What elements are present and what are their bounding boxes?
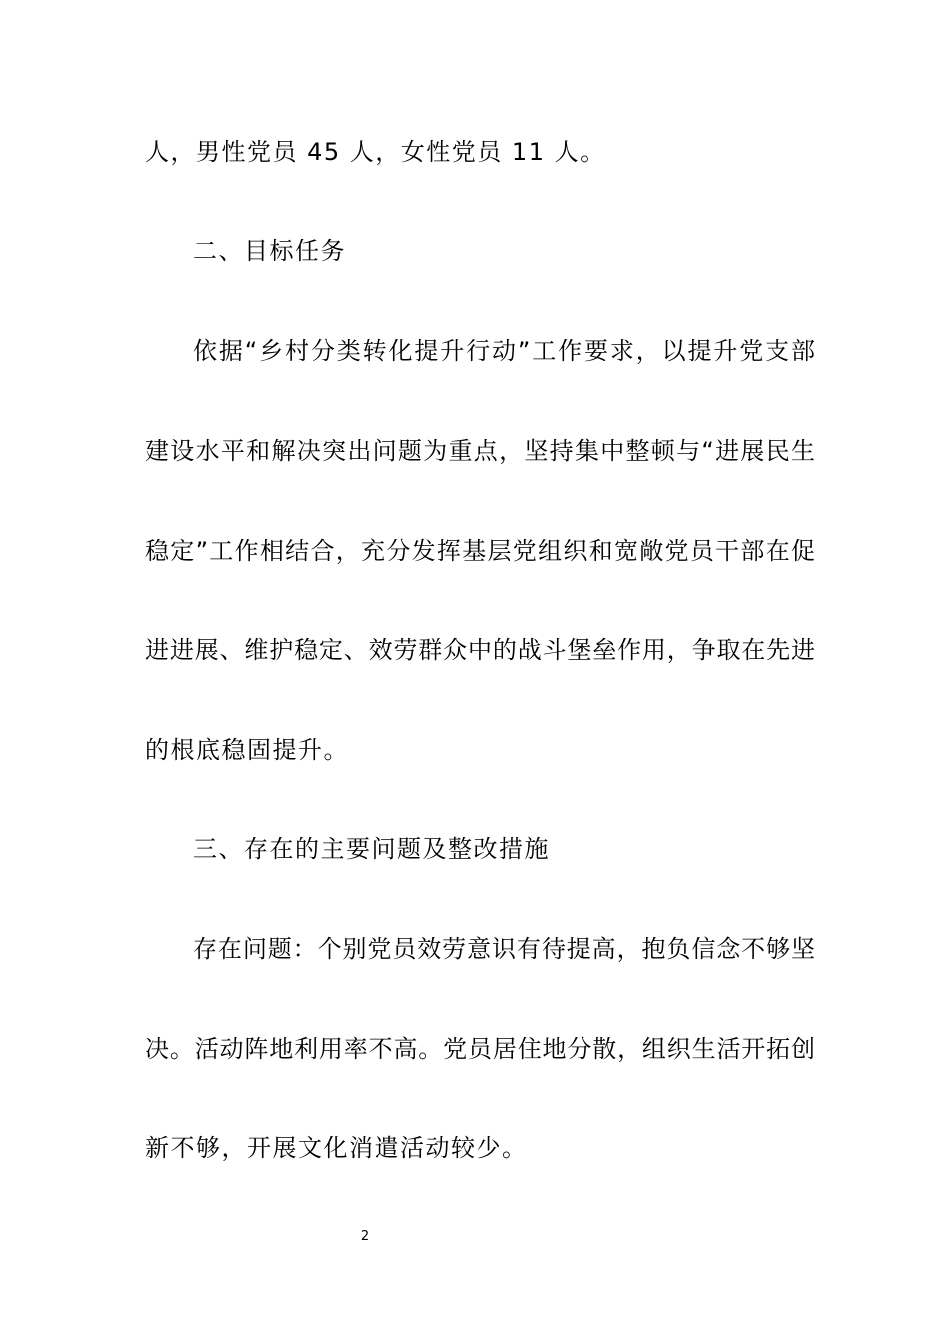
body-text-line: 决。活动阵地利用率不高。党员居住地分散，组织生活开拓创: [145, 1035, 815, 1063]
body-text-line: 人，男性党员 45 人，女性党员 11 人。: [145, 138, 606, 166]
body-text-line: 依据“乡村分类转化提升行动”工作要求，以提升党支部: [193, 337, 815, 365]
body-text-line: 的根底稳固提升。: [145, 736, 349, 764]
section-heading: 三、存在的主要问题及整改措施: [193, 835, 550, 863]
body-text-line: 稳定”工作相结合，充分发挥基层党组织和宽敞党员干部在促: [145, 537, 815, 565]
body-text-line: 建设水平和解决突出问题为重点，坚持集中整顿与“进展民生: [145, 437, 815, 465]
body-text-line: 存在问题：个别党员效劳意识有待提高，抱负信念不够坚: [193, 935, 815, 963]
page-number: 2: [360, 1229, 370, 1244]
body-text-line: 进进展、维护稳定、效劳群众中的战斗堡垒作用，争取在先进: [145, 636, 815, 664]
section-heading: 二、目标任务: [193, 237, 346, 265]
body-text-line: 新不够，开展文化消遣活动较少。: [145, 1134, 528, 1162]
